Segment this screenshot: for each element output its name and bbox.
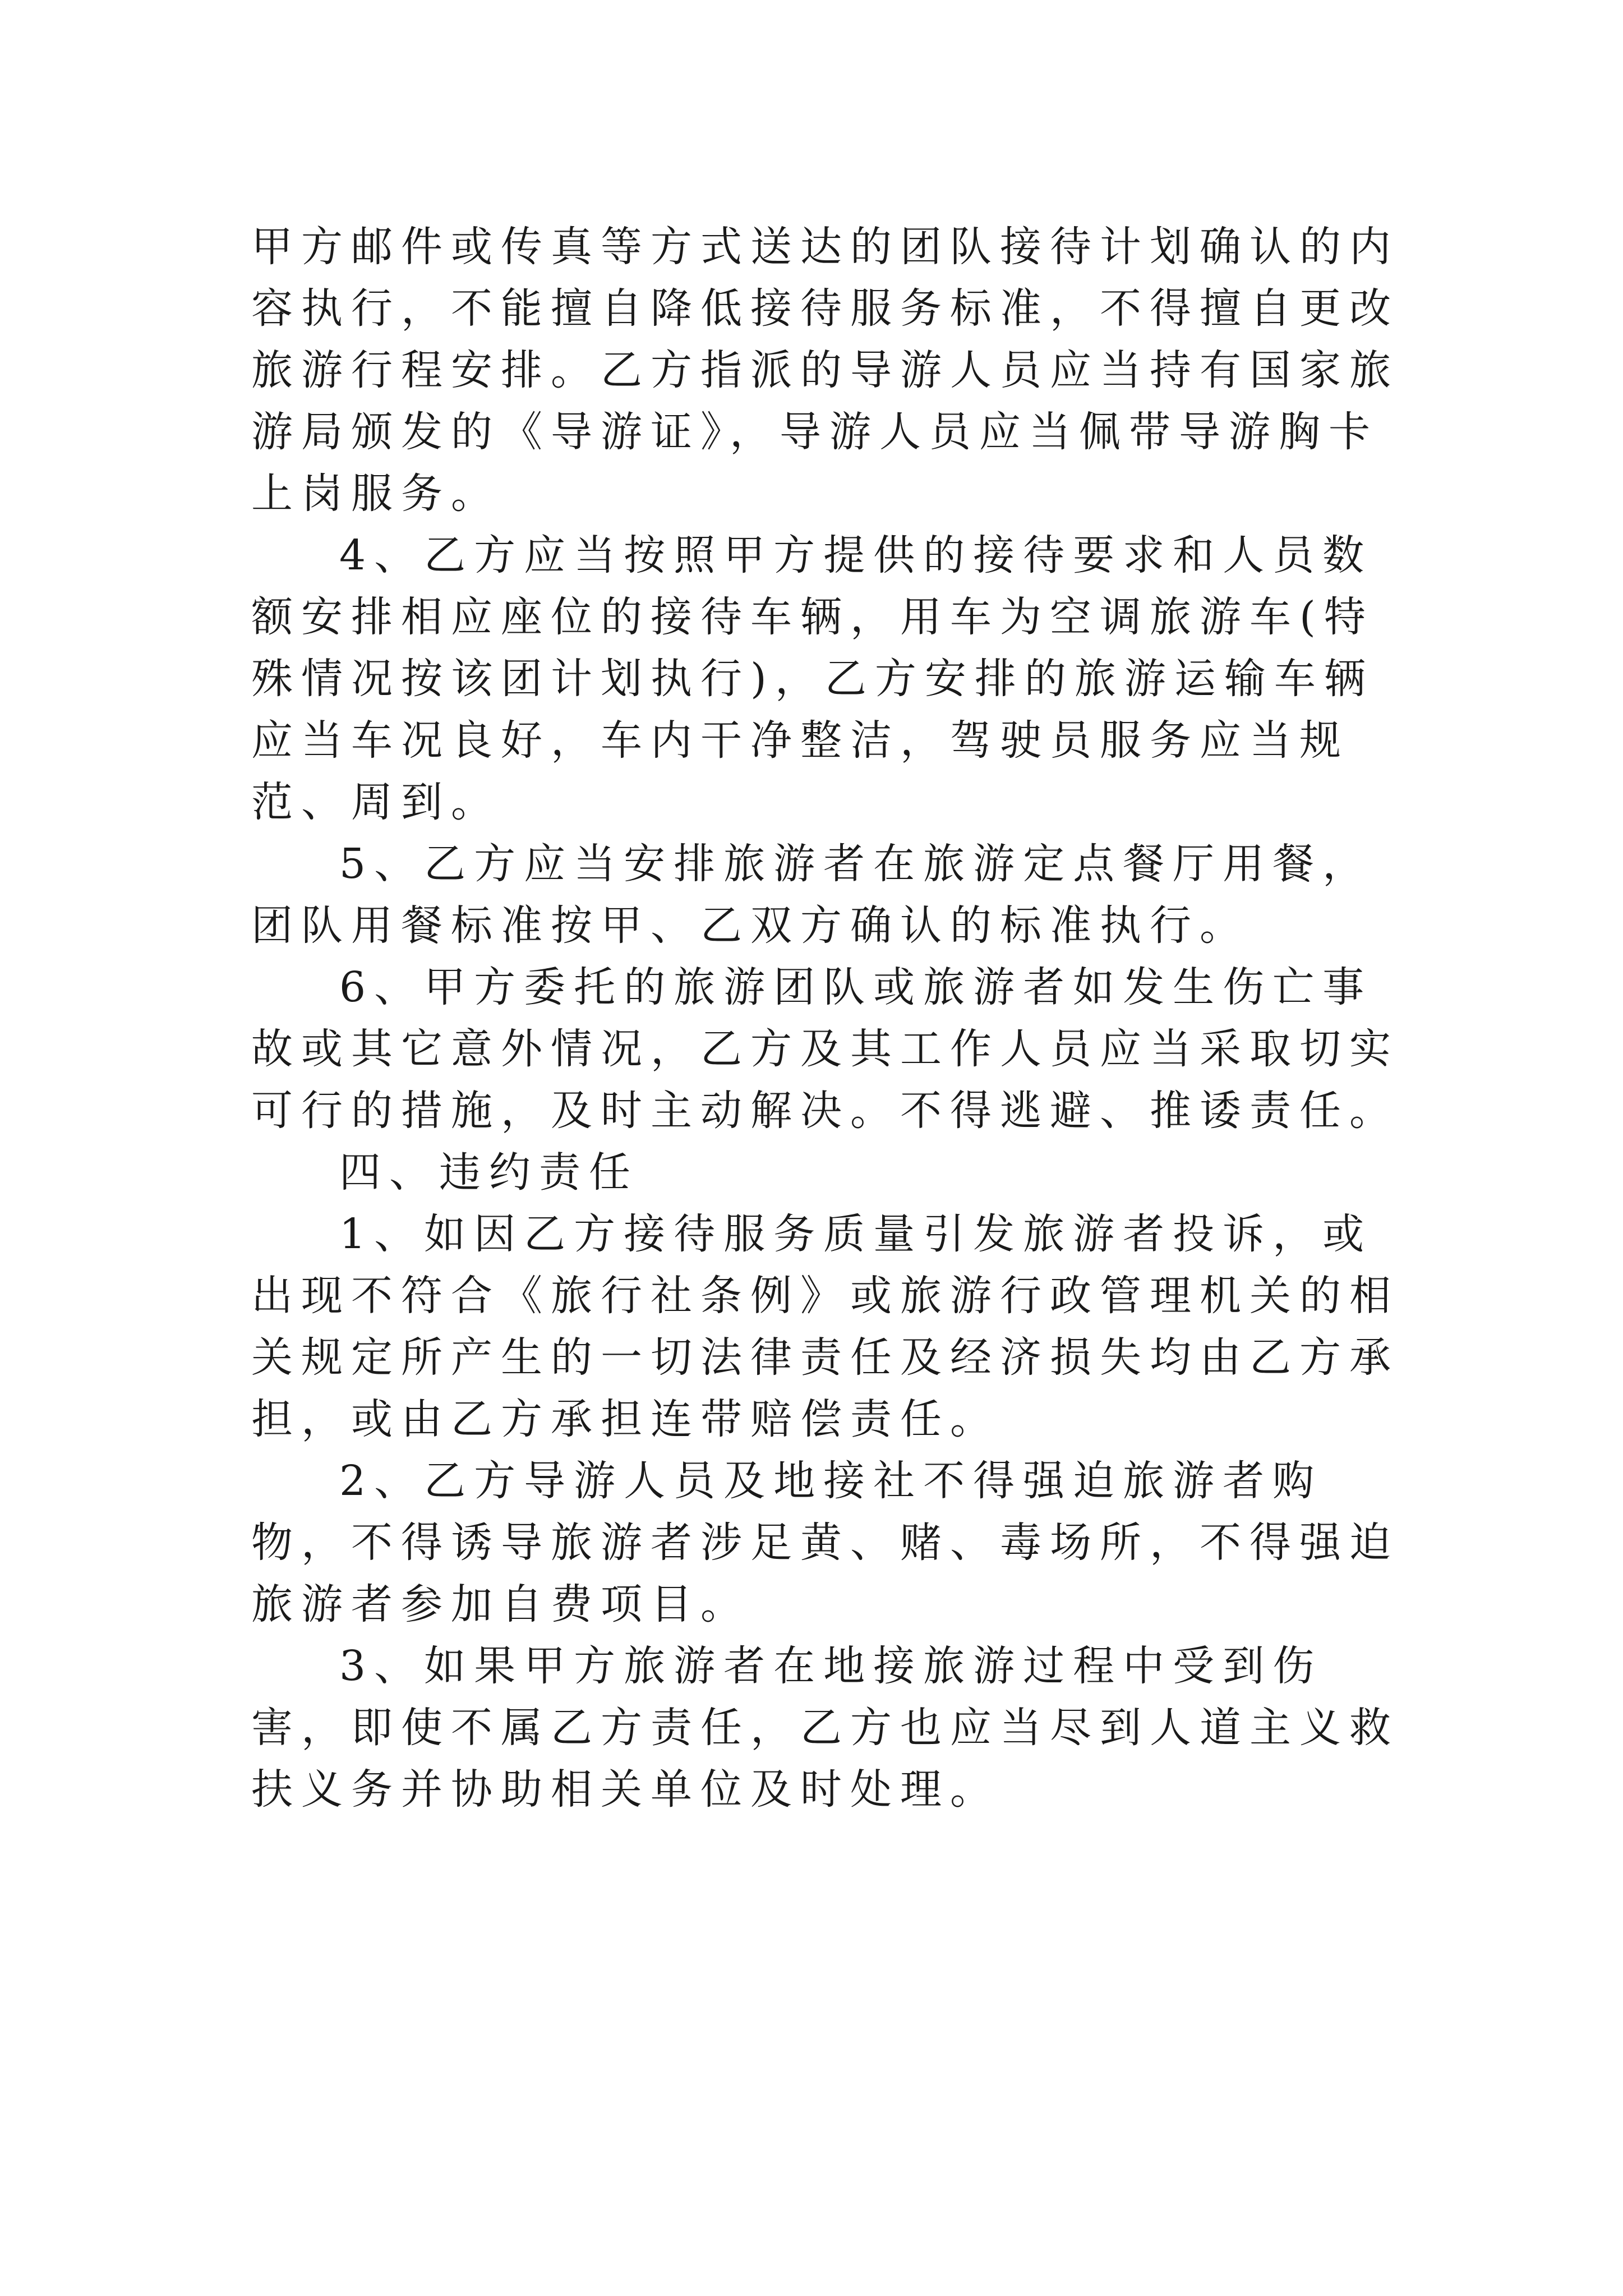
paragraph-clause-6-accidents: 6、甲方委托的旅游团队或旅游者如发生伤亡事故或其它意外情况，乙方及其工作人员应当采取切实可行的措施，及时主动解决。不得逃避、推诿责任。 — [251, 963, 1399, 1135]
paragraph-clause-4-vehicles: 4、乙方应当按照甲方提供的接待要求和人员数额安排相应座位的接待车辆，用车为空调旅游车(特殊情况按该团计划执行)，乙方安排的旅游运输车辆应当车况良好，车内干净整洁，驾驶员服务应当规范、周到。 — [251, 531, 1374, 826]
document-body — [251, 216, 1407, 1820]
section-heading-breach-liability: 四、违约责任 — [339, 1148, 639, 1197]
paragraph-liability-3-injury: 3、如果甲方旅游者在地接旅游过程中受到伤害，即使不属乙方责任，乙方也应当尽到人道主义救扶义务并协助相关单位及时处理。 — [251, 1642, 1399, 1814]
paragraph-liability-1-complaints: 1、如因乙方接待服务质量引发旅游者投诉，或出现不符合《旅行社条例》或旅游行政管理机关的相关规定所产生的一切法律责任及经济损失均由乙方承担，或由乙方承担连带赔偿责任。 — [251, 1210, 1399, 1443]
paragraph-liability-2-shopping: 2、乙方导游人员及地接社不得强迫旅游者购物，不得诱导旅游者涉足黄、赌、毒场所，不得强迫旅游者参加自费项目。 — [251, 1457, 1399, 1628]
paragraph-clause-5-meals: 5、乙方应当安排旅游者在旅游定点餐厅用餐，团队用餐标准按甲、乙双方确认的标准执行。 — [251, 840, 1373, 950]
paragraph-itinerary-continuation: 甲方邮件或传真等方式送达的团队接待计划确认的内容执行，不能擅自降低接待服务标准，不得擅自更改旅游行程安排。乙方指派的导游人员应当持有国家旅游局颁发的《导游证》，导游人员应当佩带导游胸卡上岗服务。 — [251, 223, 1399, 518]
